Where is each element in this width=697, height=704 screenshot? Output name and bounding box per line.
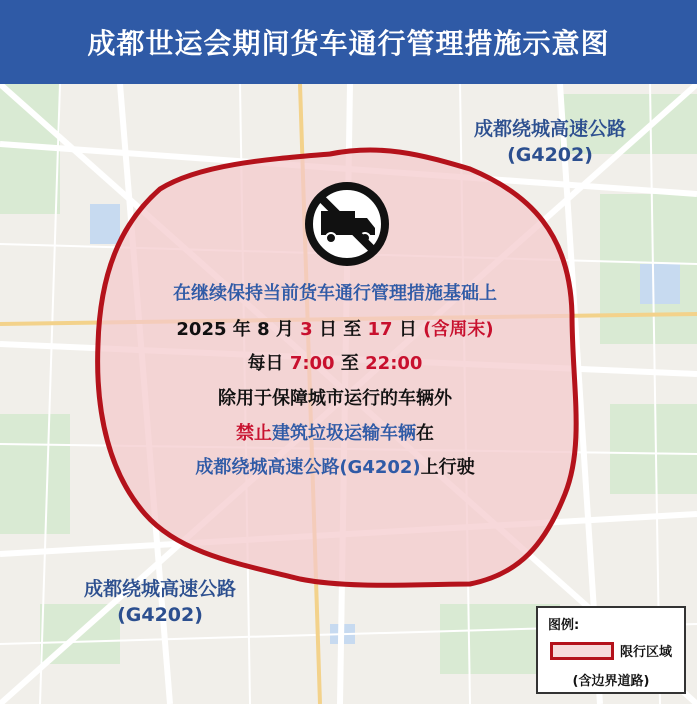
no-trucks-icon <box>309 186 385 262</box>
page-title: 成都世运会期间货车通行管理措施示意图 <box>87 27 610 60</box>
notice-line-1: 在继续保持当前货车通行管理措施基础上 <box>173 283 497 304</box>
ring-road-label-top: 成都绕城高速公路 (G4202) <box>473 118 626 166</box>
legend-title: 图例: <box>548 618 580 633</box>
legend-label-restricted: 限行区域 <box>620 645 673 660</box>
header-banner <box>0 0 697 84</box>
ring-road-label-bottom: 成都绕城高速公路 (G4202) <box>83 578 236 626</box>
notice-line-2-dates: 2025 年 8 月 3 日 至 17 日 (含周末) <box>176 319 494 340</box>
notice-line-5-ban: 禁止建筑垃圾运输车辆在 <box>236 423 434 444</box>
legend-swatch-restricted <box>550 642 614 660</box>
notice-line-4: 除用于保障城市运行的车辆外 <box>218 388 452 409</box>
legend <box>536 606 686 694</box>
notice-line-6-road: 成都绕城高速公路(G4202)上行驶 <box>195 457 475 478</box>
notice-line-3-hours: 每日 7:00 至 22:00 <box>247 353 423 374</box>
legend-note: (含边界道路) <box>572 674 650 689</box>
